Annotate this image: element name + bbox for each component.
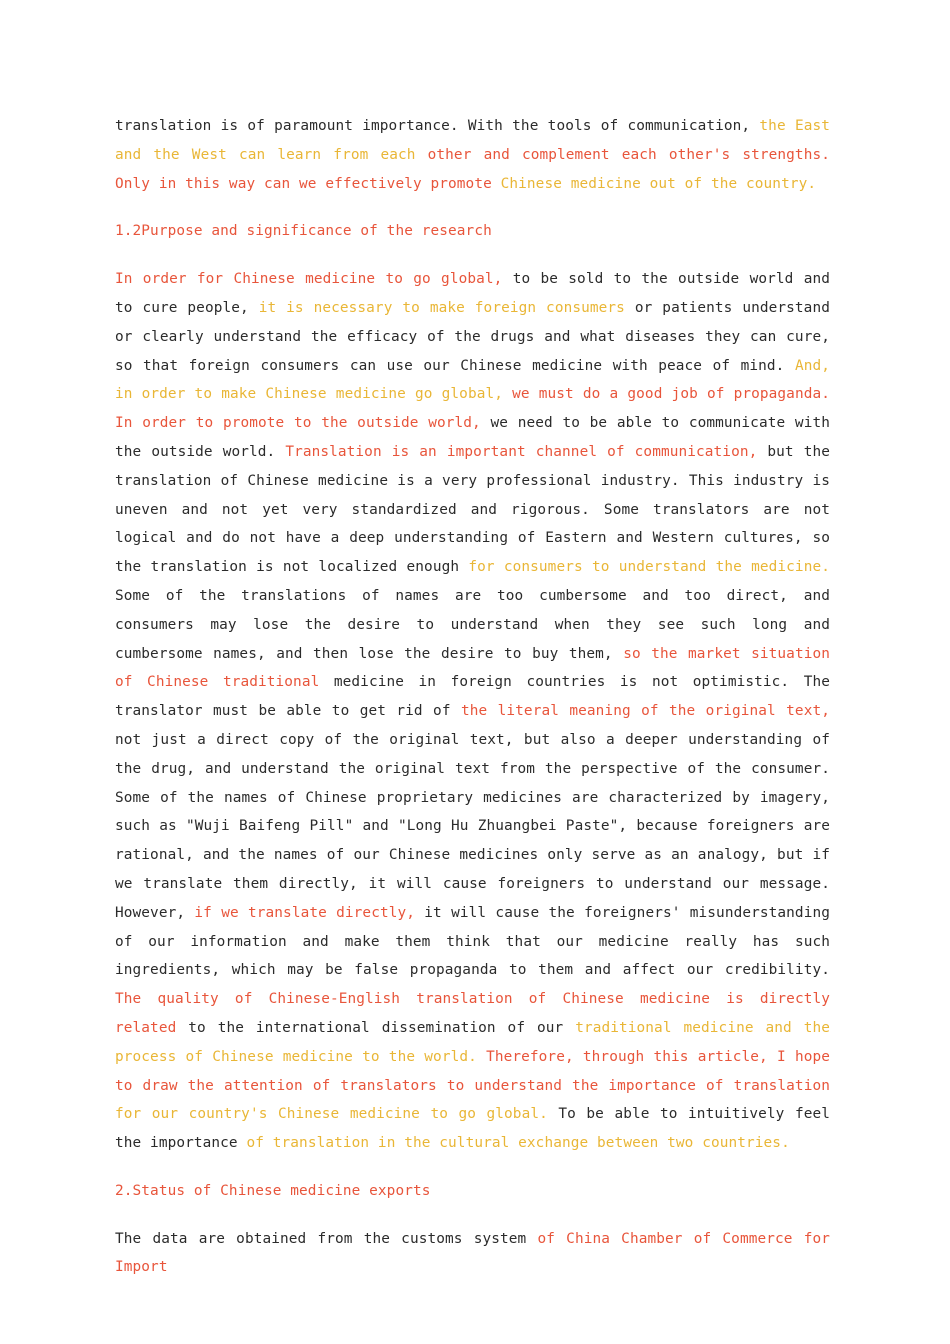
highlighted-text-yellow: traditional medicine and the process of Chinese medicine to the world. [115, 1019, 830, 1065]
section-heading-exports: 2.Status of Chinese medicine exports [115, 1182, 431, 1199]
body-text: or patients understand or clearly understand the efficacy of the drugs and what diseases they can cure, so that foreign consumers can use our Chinese medicine with peace of mind. [115, 299, 830, 374]
purpose-paragraph [115, 265, 830, 1158]
highlighted-text-red: other and complement each other's strengths. Only in this way can we effectively promote [115, 146, 830, 192]
body-text: it will cause the foreigners' misunderstanding of our information and make them think that our medicine really has such ingredients, which may be false propaganda to them and affect our credibility. [115, 904, 830, 979]
highlighted-text-yellow: Chinese medicine out of the country. [500, 175, 817, 192]
highlighted-text-yellow: And, in order to make Chinese medicine go global, [115, 357, 830, 403]
intro-paragraph-continued [115, 112, 830, 198]
highlighted-text-yellow: the East and the West can learn from each [115, 118, 830, 163]
body-text: but the translation of Chinese medicine is a very professional industry. This industry is uneven and not yet very standardized and rigorous. Some translators are not logical and do not have a deep understanding of Eastern and Western cultures, so the translation is not localized enough [115, 443, 831, 576]
section-heading-purpose: 1.2Purpose and significance of the research [115, 223, 492, 240]
highlighted-text-red: so the market situation of Chinese traditional [115, 645, 830, 691]
highlighted-text-yellow: for consumers to understand the medicine. [468, 559, 830, 576]
highlighted-text-red: the literal meaning of the original text, [460, 703, 830, 720]
body-text: To be able to intuitively feel the importance [115, 1106, 830, 1152]
body-text: not just a direct copy of the original text, but also a deeper understanding of the drug, and understand the original text from the perspective of the consumer. Some of the names of Chinese proprietary medicines are characterized by imagery, such as "Wuji Baifeng Pill" and "Long Hu Zhuangbei Paste", because foreigners are rational, and the names of our Chinese medicines only serve as an analogy, but if we translate them directly, it will cause foreigners to understand our message. However, [115, 731, 830, 921]
highlighted-text-yellow: of translation in the cultural exchange between two countries. [246, 1135, 790, 1152]
highlighted-text-red: In order for Chinese medicine to go global, [115, 271, 513, 288]
highlighted-text-red: The quality of Chinese-English translation of Chinese medicine is directly related [115, 991, 830, 1036]
highlighted-text-red: if we translate directly, [194, 904, 425, 921]
body-text: we need to be able to communicate with the outside world. [115, 415, 830, 460]
document-body [115, 112, 830, 1282]
highlighted-text-red: Translation is an important channel of communication, [285, 443, 768, 460]
highlighted-text-red: of China Chamber of Commerce for Import [115, 1230, 830, 1276]
body-text: translation is of paramount importance. With the tools of communication, [115, 118, 760, 134]
body-text: medicine in foreign countries is not optimistic. The translator must be able to get rid of [115, 674, 830, 720]
body-text: The data are obtained from the customs system [115, 1230, 538, 1247]
highlighted-text-red: we must do a good job of propaganda. In order to promote to the outside world, [115, 386, 831, 432]
body-text: to the international dissemination of our [188, 1019, 576, 1036]
highlighted-text-red: Therefore, through this article, I hope to draw the attention of translators to understand the importance of translation [115, 1048, 830, 1094]
body-text: to be sold to the outside world and to cure people, [115, 271, 830, 316]
highlighted-text-yellow: it is necessary to make foreign consumers [258, 299, 635, 316]
exports-paragraph-start [115, 1225, 830, 1283]
body-text: Some of the translations of names are too cumbersome and too direct, and consumers may lose the desire to understand when they see such long and cumbersome names, and then lose the desire to buy them, [115, 587, 830, 662]
highlighted-text-yellow: for our country's Chinese medicine to go global. [115, 1106, 559, 1123]
